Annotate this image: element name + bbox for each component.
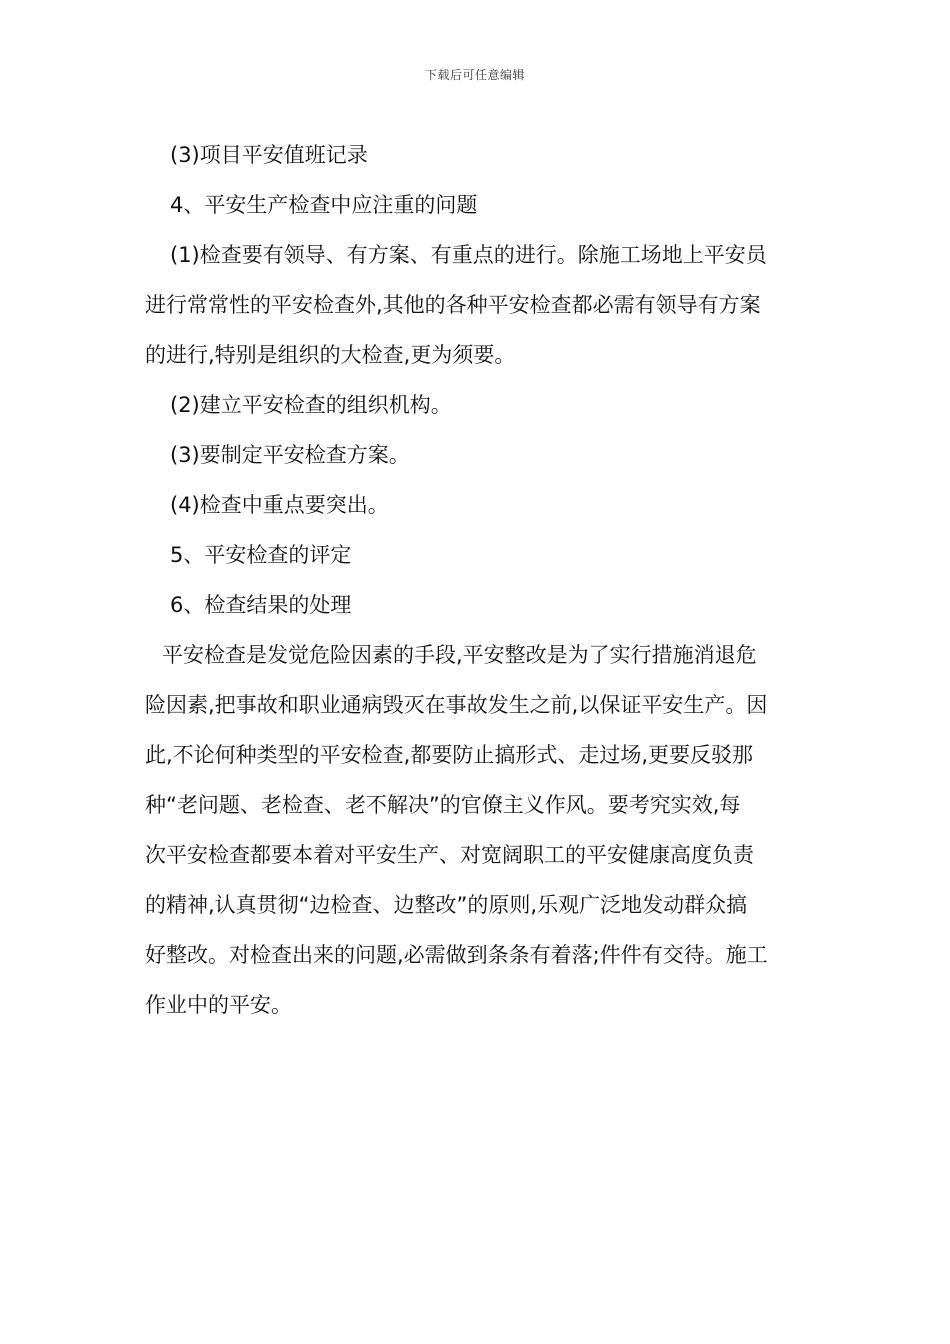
paragraph-line: 的进行,特别是组织的大检查,更为须要。 [145, 343, 516, 367]
paragraph-line: 进行常常性的平安检查外,其他的各种平安检查都必需有领导有方案 [145, 293, 761, 317]
document-body [145, 130, 810, 1030]
inspection-item-2: (2)建立平安检查的组织机构。 [170, 393, 452, 417]
closing-paragraph [145, 630, 810, 1030]
paragraph-line: 平安检查是发觉危险因素的手段,平安整改是为了实行措施消退危 [162, 643, 757, 667]
paragraph-line: 次平安检查都要本着对平安生产、对宽阔职工的平安健康高度负责 [145, 843, 754, 867]
paragraph-line: 作业中的平安。 [145, 993, 292, 1017]
inspection-item-1 [145, 230, 810, 380]
record-item: (3)项目平安值班记录 [170, 143, 368, 167]
paragraph-line: 此,不论何种类型的平安检查,都要防止搞形式、走过场,更要反驳那 [145, 743, 754, 767]
inspection-item-4: (4)检查中重点要突出。 [170, 493, 389, 517]
section-heading-4: 4、平安生产检查中应注重的问题 [170, 193, 478, 217]
section-heading-6: 6、检查结果的处理 [170, 593, 352, 617]
paragraph-line: 的精神,认真贯彻“边检查、边整改”的原则,乐观广泛地发动群众搞 [145, 893, 748, 917]
paragraph-line: 种“老问题、老检查、老不解决”的官僚主义作风。要考究实效,每 [145, 793, 741, 817]
paragraph-line: 好整改。对检查出来的问题,必需做到条条有着落;件件有交待。施工 [145, 943, 768, 967]
paragraph-line: 险因素,把事故和职业通病毁灭在事故发生之前,以保证平安生产。因 [145, 693, 768, 717]
section-heading-5: 5、平安检查的评定 [170, 543, 352, 567]
page-header: 下载后可任意编辑 [424, 68, 525, 82]
paragraph-line: (1)检查要有领导、有方案、有重点的进行。除施工场地上平安员 [170, 243, 767, 267]
inspection-item-3: (3)要制定平安检查方案。 [170, 443, 410, 467]
